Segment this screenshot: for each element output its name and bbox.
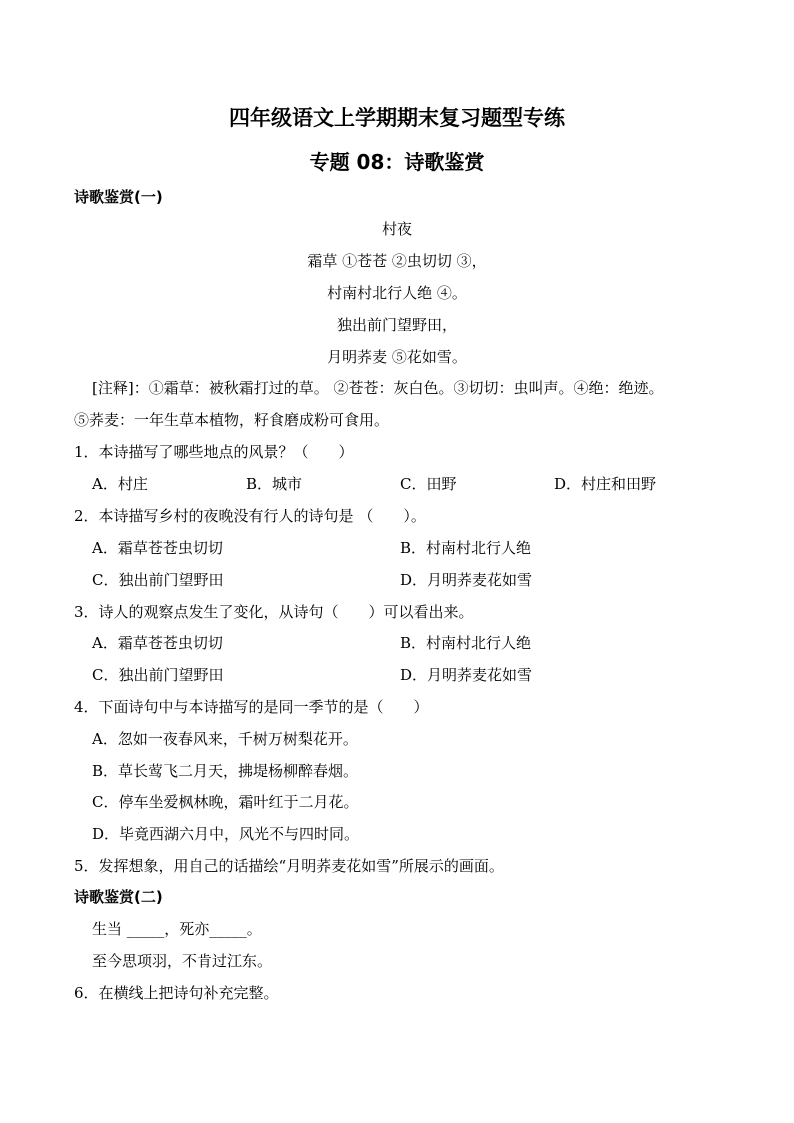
poem-line-2: 村南村北行人绝 ④。 [327, 284, 467, 302]
question-5: 5．发挥想象，用自己的话描绘“月明荞麦花如雪”所展示的画面。 [74, 857, 504, 875]
q1-option-b: B．城市 [246, 475, 303, 493]
q2-option-d: D．月明荞麦花如雪 [400, 571, 533, 589]
annotation-line-2: ⑤荞麦：一年生草本植物，籽食磨成粉可食用。 [74, 411, 390, 429]
q4-option-b: B．草长莺飞二月天，拂堤杨柳醉春烟。 [92, 762, 359, 780]
poem-title: 村夜 [381, 220, 412, 238]
q1-option-d: D．村庄和田野 [554, 475, 657, 493]
q2-option-b: B．村南村北行人绝 [400, 539, 532, 557]
question-3: 3．诗人的观察点发生了变化，从诗句（ ）可以看出来。 [74, 603, 474, 621]
q3-option-c: C．独出前门望野田 [92, 666, 224, 684]
q1-option-c: C．田野 [400, 475, 457, 493]
question-6: 6．在横线上把诗句补充完整。 [74, 984, 279, 1002]
q2-option-c: C．独出前门望野田 [92, 571, 224, 589]
question-1: 1．本诗描写了哪些地点的风景？（ ） [74, 443, 354, 461]
question-2: 2．本诗描写乡村的夜晚没有行人的诗句是 （ ）。 [74, 507, 426, 525]
document-title: 四年级语文上学期期末复习题型专练 [229, 106, 565, 130]
q4-option-c: C．停车坐爱枫林晚，霜叶红于二月花。 [92, 793, 359, 811]
annotation-line-1: [注释]：①霜草：被秋霜打过的草。 ②苍苍：灰白色。③切切：虫叫声。④绝：绝迹。 [92, 379, 664, 397]
section-heading-2: 诗歌鉴赏(二) [74, 888, 163, 906]
document-subtitle: 专题 08：诗歌鉴赏 [309, 150, 485, 174]
poem-line-1: 霜草 ①苍苍 ②虫切切 ③， [307, 252, 487, 270]
poem-line-3: 独出前门望野田， [336, 316, 457, 334]
poem2-line-2: 至今思项羽，不肯过江东。 [92, 952, 273, 970]
q3-option-d: D．月明荞麦花如雪 [400, 666, 533, 684]
poem2-line-1: 生当 _____，死亦_____。 [92, 920, 262, 938]
q3-option-b: B．村南村北行人绝 [400, 634, 532, 652]
question-4: 4．下面诗句中与本诗描写的是同一季节的是（ ） [74, 698, 429, 716]
q1-option-a: A．村庄 [92, 475, 148, 493]
section-heading-1: 诗歌鉴赏(一) [74, 188, 163, 206]
q4-option-a: A．忽如一夜春风来，千树万树梨花开。 [92, 730, 358, 748]
q3-option-a: A．霜草苍苍虫切切 [92, 634, 223, 652]
q2-option-a: A．霜草苍苍虫切切 [92, 539, 223, 557]
q4-option-d: D．毕竟西湖六月中，风光不与四时同。 [92, 825, 360, 843]
poem-line-4: 月明荞麦 ⑤花如雪。 [327, 348, 467, 366]
